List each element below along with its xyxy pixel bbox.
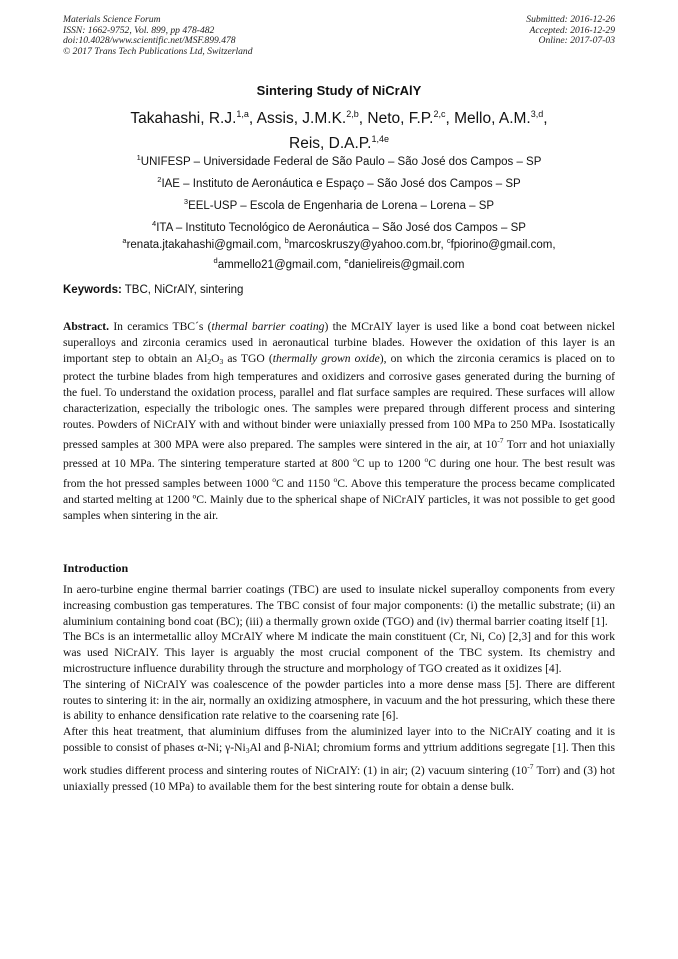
abstract-label: Abstract. [63,320,110,333]
journal-name: Materials Science Forum [63,14,161,25]
section-heading-introduction: Introduction [63,561,129,575]
email-link[interactable]: marcoskruszy@yahoo.com.br [288,238,441,251]
doi-line: doi:10.4028/www.scientific.net/MSF.899.478 [63,35,236,47]
affiliation: $^2$IAE – Instituto de Aeronáutica e Espaço – São José dos Campos – SP [157,175,521,190]
publication-info [63,15,253,57]
author-affil-mark: 1,4e [371,134,389,145]
email-link[interactable]: renata.jtakahashi@gmail.com [126,238,279,251]
submitted-date: Submitted: 2016-12-26 [526,14,615,25]
affiliation-list [40,149,638,237]
keywords-label: Keywords: [63,284,122,296]
author-list: Takahashi, R.J.$^{1,a}$, Assis, J.M.K.$^{2,b}$, Neto, F.P.$^{2,c}$, Mello, A.M.$^{3,d}$, Reis, D.A.P.$^{1,4e}$ [130,109,548,153]
author-name: Takahashi, R.J. [130,110,237,128]
paragraph: After this heat treatment, that aluminium diffuses from the aluminized layer into to the NiCrAlY coating and it is possible to consist of phases α-Ni; $\gamma-Ni_3Al$ and β-NiAl; chromium forms and yttrium additions segregate [1]. Then this work studies different process and sintering routes of NiCrAlY: (1) in air; (2) vacuum sintering ($10^{-7}$ Torr) and (3) hot uniaxially pressed (10 MPa) to available them for the best sintering route for obtain a dense bulk. [63,725,615,793]
email-link[interactable]: danielireis@gmail.com [348,258,465,271]
abstract: Abstract. In ceramics TBC´s (thermal barrier coating) the MCrAlY layer is used like a bond coat between nickel superalloys and zirconia ceramics used in aeronautical turbine blades. However the oxidation of this layer is an important step to obtain an $Al_2O_3$ as TGO (thermally grown oxide), on which the zirconia ceramics is placed on to protect the turbine blades from high temperatures and oxidizers and corrosive gases generated during the burning of the fuel. To understand the oxidation process, parallel and flat surface samples are required. These surfaces will allow characterization, especially the tribologic ones. The samples were prepared through different process and sintering routes. Powders of NiCrAlY with and without binder were uniaxially pressed from 100 MPa to 250 MPa. Isostatically pressed samples at 300 MPA were also prepared. The samples were sintered in the air, at $10^{-7}$ Torr and hot uniaxially pressed at 10 MPa. The sintering temperature started at 800 $^o$C up to 1200 $^o$C during one hour. The best result was from the hot pressed samples between 1000 $^o$C and 1150 $^o$C. Above this temperature the process became complicated and started melting at 1200 ºC. Mainly due to the spherical shape of NiCrAlY particles, it was not possible to get good samples when sintering in the air. [63,320,616,522]
author-affil-mark: 3,d [530,109,544,119]
dates-info [526,15,615,47]
author-affil-mark: 2,b [346,109,359,119]
email-link[interactable]: ammello21@gmail.com [217,258,339,271]
affiliation: $^1$UNIFESP – Universidade Federal de São Paulo – São José dos Campos – SP [136,153,542,168]
online-date: Online: 2017-07-03 [538,35,615,47]
email-list: $^a$renata.jtakahashi@gmail.com, $^b$marcoskruszy@yahoo.com.br, $^c$fpiorino@gmail.com, $^d$ammello21@gmail.com, $^e$danielireis@gmail.com [122,236,556,271]
accepted-date: Accepted: 2016-12-29 [529,24,615,36]
keywords [63,284,615,296]
email-link[interactable]: fpiorino@gmail.com [450,238,553,251]
author-name: Assis, J.M.K. [256,110,347,128]
author-name: Neto, F.P. [367,110,434,128]
issn-line: ISSN: 1662-9752, Vol. 899, pp 478-482 [63,24,215,36]
author-affil-mark: 1,a [236,109,249,119]
affiliation: $^4$ITA – Instituto Tecnológico de Aeronáutica – São José dos Campos – SP [152,219,526,234]
author-name: Mello, A.M. [454,110,531,128]
paragraph: In aero-turbine engine thermal barrier coatings (TBC) are used to insulate nickel superalloy components from every increasing combustion gas temperatures. The TBC consist of four major components: (i) the metallic substrate; (ii) an aluminium containing bond coat (BC); (iii) a thermally grown oxide (TGO) and (iv) thermal barrier coating itself [1]. [63,583,615,628]
copyright-line: © 2017 Trans Tech Publications Ltd, Switzerland [63,45,253,57]
keywords-text: TBC, NiCrAlY, sintering [121,284,244,296]
affiliation: $^3$EEL-USP – Escola de Engenharia de Lorena – Lorena – SP [183,197,495,212]
author-affil-mark: 2,c [433,109,446,119]
introduction-body [63,582,615,794]
author-name: Reis, D.A.P. [289,135,372,153]
paper-title: Sintering Study of NiCrAlY [256,83,422,98]
paragraph: The sintering of NiCrAlY was coalescence of the powder particles into a more dense mass [5]. There are different routes to sintering it: in the air, normally an oxidizing atmosphere, in vacuum and the hot pressuring, which these there is ability to enhance densification rate relative to the coarsening rate [6]. [63,677,615,723]
paragraph: The BCs is an intermetallic alloy MCrAlY where M indicate the main constituent (Cr, Ni, Co) [2,3] and for this work was used NiCrAlY. This layer is arguably the most crucial component of the TBC system. Its chemistry and microstructure influence durability through the structure and morphology of TGO created as it oxidizes [4]. [63,630,615,675]
